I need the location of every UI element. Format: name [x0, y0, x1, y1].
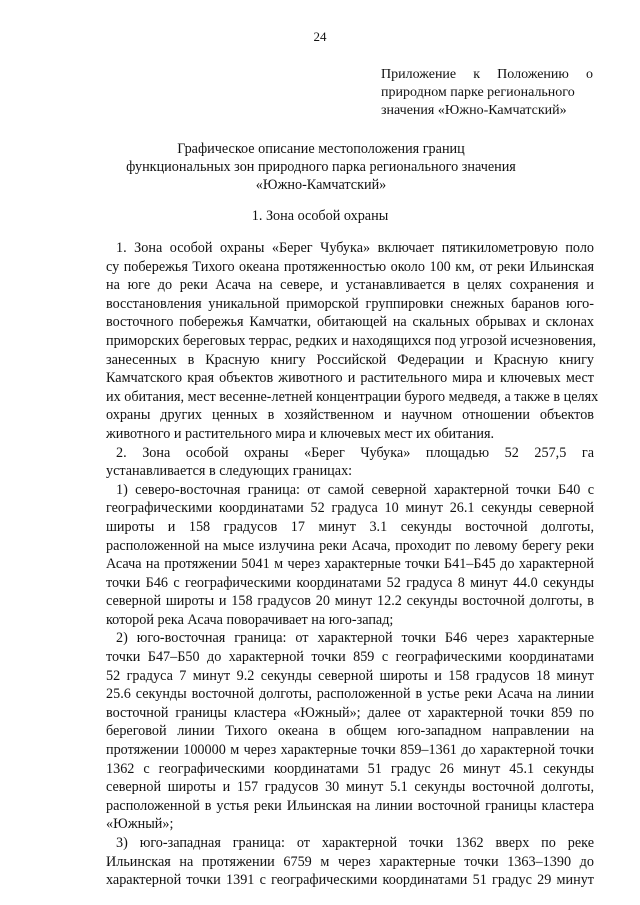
body-line: северной широты и 158 градусов 20 минут 12.2 секунды восточной долготы, в — [106, 593, 594, 610]
body-line: 52 градуса 7 минут 9.2 секунды северной широты и 158 градусов 18 минут — [106, 667, 594, 684]
title-line: функциональных зон природного парка регионального значения — [126, 158, 516, 175]
appendix-line: значения «Южно-Камчатский» — [381, 102, 567, 118]
body-line: су побережья Тихого океана протяженностью около 100 км, от реки Ильинская — [106, 258, 594, 275]
body-line: 1362 с географическими координатами 51 градус 26 минут 45.1 секунды — [106, 760, 594, 777]
body-line: приморских береговых террас, редких и находящихся под угрозой исчезновения, — [106, 332, 597, 349]
body-line: Камчатского края объектов животного и растительного мира и ключевых мест — [106, 370, 594, 387]
page-number: 24 — [313, 29, 327, 44]
body-line: на юге до реки Асача на севере, и устанавливается в целях сохранения и — [106, 277, 594, 294]
body-line: береговой линии Тихого океана в общем юго-западном направлении на — [106, 723, 594, 740]
body-line: 1. Зона особой охраны «Берег Чубука» включает пятикилометровую поло — [116, 240, 594, 256]
body-line: восточного побережья Камчатки, обитающей на скальных обрывах и склонах — [106, 314, 594, 331]
appendix-line: Приложение к Положению о — [381, 67, 593, 82]
body-line: 2. Зона особой охраны «Берег Чубука» площадью 52 257,5 га — [116, 444, 594, 461]
body-line: точки Б46 с географическими координатами 52 градуса 8 минут 44.0 секунды — [106, 574, 594, 591]
body-line: устанавливается в следующих границах: — [106, 463, 353, 480]
body-line: 1) северо-восточная граница: от самой северной характерной точки Б40 с — [116, 481, 594, 498]
body-line: характерной точки 1391 с географическими координатами 51 градус 29 минут — [106, 872, 594, 889]
document-title — [100, 141, 542, 194]
title-line: «Южно-Камчатский» — [255, 176, 387, 193]
body-line: животного и растительного мира и ключевых мест их обитания. — [106, 425, 495, 442]
body-line: занесенных в Красную книгу Российской Федерации и Красную книгу — [106, 351, 594, 368]
title-line: Графическое описание местоположения границ — [177, 141, 465, 157]
body-line: расположенной на мысе излучина реки Асача, проходит по левому берегу реки — [106, 537, 594, 554]
body-line: 2) юго-восточная граница: от характерной точки Б46 через характерные — [116, 630, 594, 647]
body-line: протяжении 100000 м через характерные точки 859–1361 до характерной точки — [106, 742, 594, 759]
body-line: расположенной в устья реки Ильинская на линии восточной границы кластера — [106, 797, 594, 814]
body-line: 3) юго-западная граница: от характерной точки 1362 вверх по реке — [116, 835, 594, 851]
body-line: которой река Асача поворачивает на юго-запад; — [106, 611, 394, 628]
body-line: Асача на протяжении 5041 м через характерные точки Б41–Б45 до характерной — [106, 556, 594, 573]
body-line: охраны других ценных в хозяйственном и научном отношении объектов — [106, 407, 594, 424]
section-heading: 1. Зона особой охраны — [251, 208, 389, 224]
body-line: северной широты и 157 градусов 30 минут 5.1 секунды восточной долготы, — [106, 779, 594, 796]
body-line: восточной границы кластера «Южный»; далее от характерной точки 859 по — [106, 704, 594, 721]
body-line: восстановления уникальной приморской группировки снежных баранов юго- — [106, 295, 594, 312]
body-line: точки Б47–Б50 до характерной точки 859 с географическими координатами — [106, 649, 594, 666]
body-line: 25.6 секунды восточной долготы, расположенной в устье реки Асача на линии — [106, 686, 594, 703]
body-line: Ильинская на протяжении 6759 м через характерные точки 1363–1390 до — [106, 853, 594, 870]
body-line: «Южный»; — [106, 816, 174, 833]
body-line: их обитания, мест весенне-летней концентрации бурого медведя, а также в целях — [106, 388, 599, 405]
appendix-line: природном парке регионального — [381, 84, 575, 100]
appendix-note — [381, 66, 593, 119]
body-text — [106, 239, 599, 890]
body-line: широты и 158 градусов 17 минут 3.1 секунды восточной долготы, — [106, 518, 594, 535]
body-line: географическими координатами 52 градуса 10 минут 26.1 секунды северной — [106, 500, 594, 517]
